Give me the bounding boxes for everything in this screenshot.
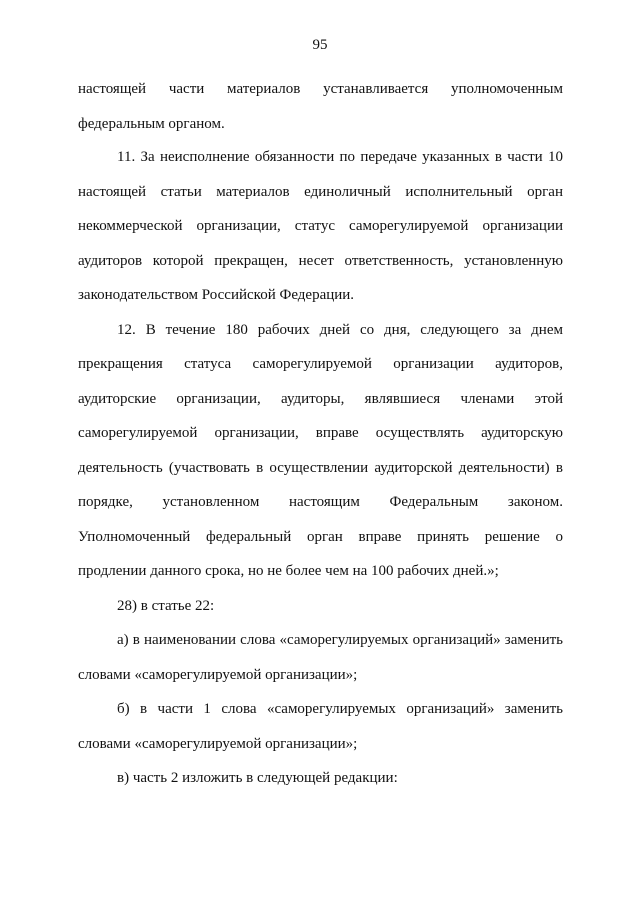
- text-line: порядке, установленном настоящим Федеральным законом.: [78, 494, 563, 510]
- text-line: 28) в статье 22:: [117, 598, 215, 614]
- text-line: а) в наименовании слова «саморегулируемых организаций» заменить: [117, 632, 563, 648]
- text-line: настоящей части материалов устанавливается уполномоченным: [78, 81, 563, 97]
- text-line: б) в части 1 слова «саморегулируемых организаций» заменить: [117, 701, 563, 717]
- text-line: словами «саморегулируемой организации»;: [78, 667, 358, 683]
- text-line: настоящей статьи материалов единоличный исполнительный орган: [78, 184, 563, 200]
- text-line: законодательством Российской Федерации.: [78, 287, 355, 303]
- text-line: словами «саморегулируемой организации»;: [78, 736, 358, 752]
- text-line: продлении данного срока, но не более чем на 100 рабочих дней.»;: [78, 563, 499, 579]
- text-line: 11. За неисполнение обязанности по передаче указанных в части 10: [117, 149, 563, 165]
- text-line: прекращения статуса саморегулируемой организации аудиторов,: [78, 356, 563, 372]
- text-line: деятельность (участвовать в осуществлении аудиторской деятельности) в: [78, 460, 563, 476]
- text-line: аудиторов которой прекращен, несет ответственность, установленную: [78, 253, 563, 269]
- text-line: саморегулируемой организации, вправе осуществлять аудиторскую: [78, 425, 563, 441]
- text-line: Уполномоченный федеральный орган вправе принять решение о: [78, 529, 563, 545]
- text-line: федеральным органом.: [78, 116, 225, 132]
- text-line: некоммерческой организации, статус саморегулируемой организации: [78, 218, 563, 234]
- text-line: в) часть 2 изложить в следующей редакции:: [117, 770, 398, 786]
- text-line: аудиторские организации, аудиторы, являвшиеся членами этой: [78, 391, 563, 407]
- page-number: 95: [312, 37, 328, 53]
- text-line: 12. В течение 180 рабочих дней со дня, следующего за днем: [117, 322, 563, 338]
